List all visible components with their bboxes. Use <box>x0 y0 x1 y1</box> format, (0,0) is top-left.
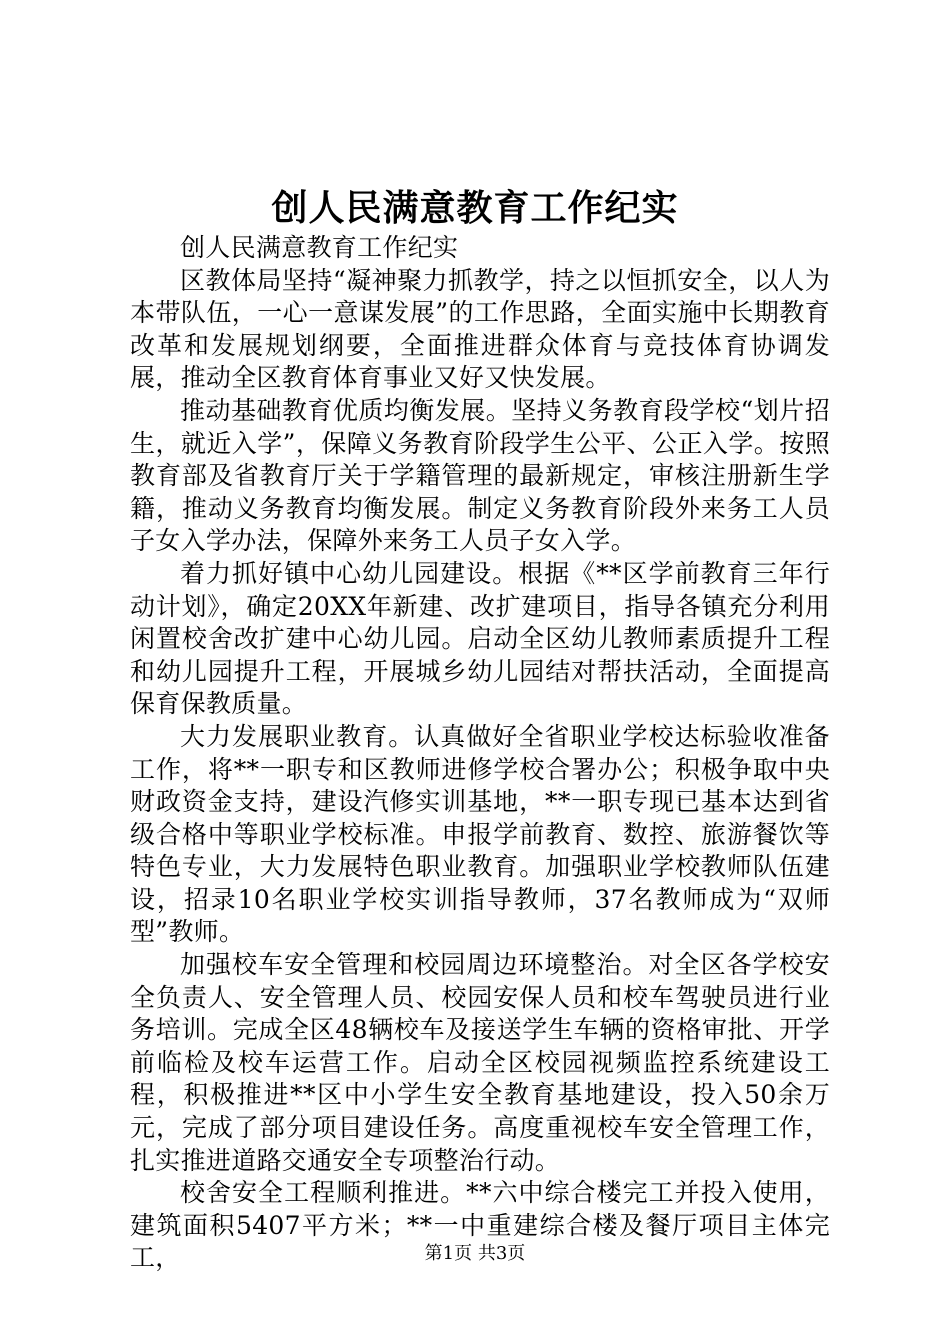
document-body <box>130 232 830 1275</box>
paragraph-school-bus-safety: 加强校车安全管理和校园周边环境整治。对全区各学校安全负责人、安全管理人员、校园安保人员和校车驾驶员进行业务培训。完成全区48辆校车及接送学生车辆的资格审批、开学前临检及校车运营工作。启动全区校园视频监控系统建设工程，积极推进**区中小学生安全教育基地建设，投入50余万元，完成了部分项目建设任务。高度重视校车安全管理工作，扎实推进道路交通安全专项整治行动。 <box>130 950 830 1175</box>
paragraph-basic-education: 推动基础教育优质均衡发展。坚持义务教育段学校“划片招生，就近入学”，保障义务教育阶段学生公平、公正入学。按照教育部及省教育厅关于学籍管理的最新规定，审核注册新生学籍，推动义务教育均衡发展。制定义务教育阶段外来务工人员子女入学办法，保障外来务工人员子女入学。 <box>130 395 830 556</box>
paragraph-school-building-safety: 校舍安全工程顺利推进。**六中综合楼完工并投入使用，建筑面积5407平方米；**一中重建综合楼及餐厅项目主体完工， <box>130 1178 830 1273</box>
paragraph-intro: 区教体局坚持“凝神聚力抓教学，持之以恒抓安全，以人为本带队伍，一心一意谋发展”的工作思路，全面实施中长期教育改革和发展规划纲要，全面推进群众体育与竞技体育协调发展，推动全区教育体育事业又好又快发展。 <box>130 265 830 393</box>
paragraph-subtitle: 创人民满意教育工作纪实 <box>180 233 459 262</box>
page-number-footer: 第1页 共3页 <box>424 1243 526 1264</box>
paragraph-kindergarten: 着力抓好镇中心幼儿园建设。根据《**区学前教育三年行动计划》，确定20XX年新建、改扩建项目，指导各镇充分利用闲置校舍改扩建中心幼儿园。启动全区幼儿教师素质提升工程和幼儿园提升工程，开展城乡幼儿园结对帮扶活动，全面提高保育保教质量。 <box>130 558 830 719</box>
paragraph-vocational-education: 大力发展职业教育。认真做好全省职业学校达标验收准备工作，将**一职专和区教师进修学校合署办公；积极争取中央财政资金支持，建设汽修实训基地，**一职专现已基本达到省级合格中等职业学校标准。申报学前教育、数控、旅游餐饮等特色专业，大力发展特色职业教育。加强职业学校教师队伍建设，招录10名职业学校实训指导教师，37名教师成为“双师型”教师。 <box>130 721 830 947</box>
document-title: 创人民满意教育工作纪实 <box>271 187 679 229</box>
